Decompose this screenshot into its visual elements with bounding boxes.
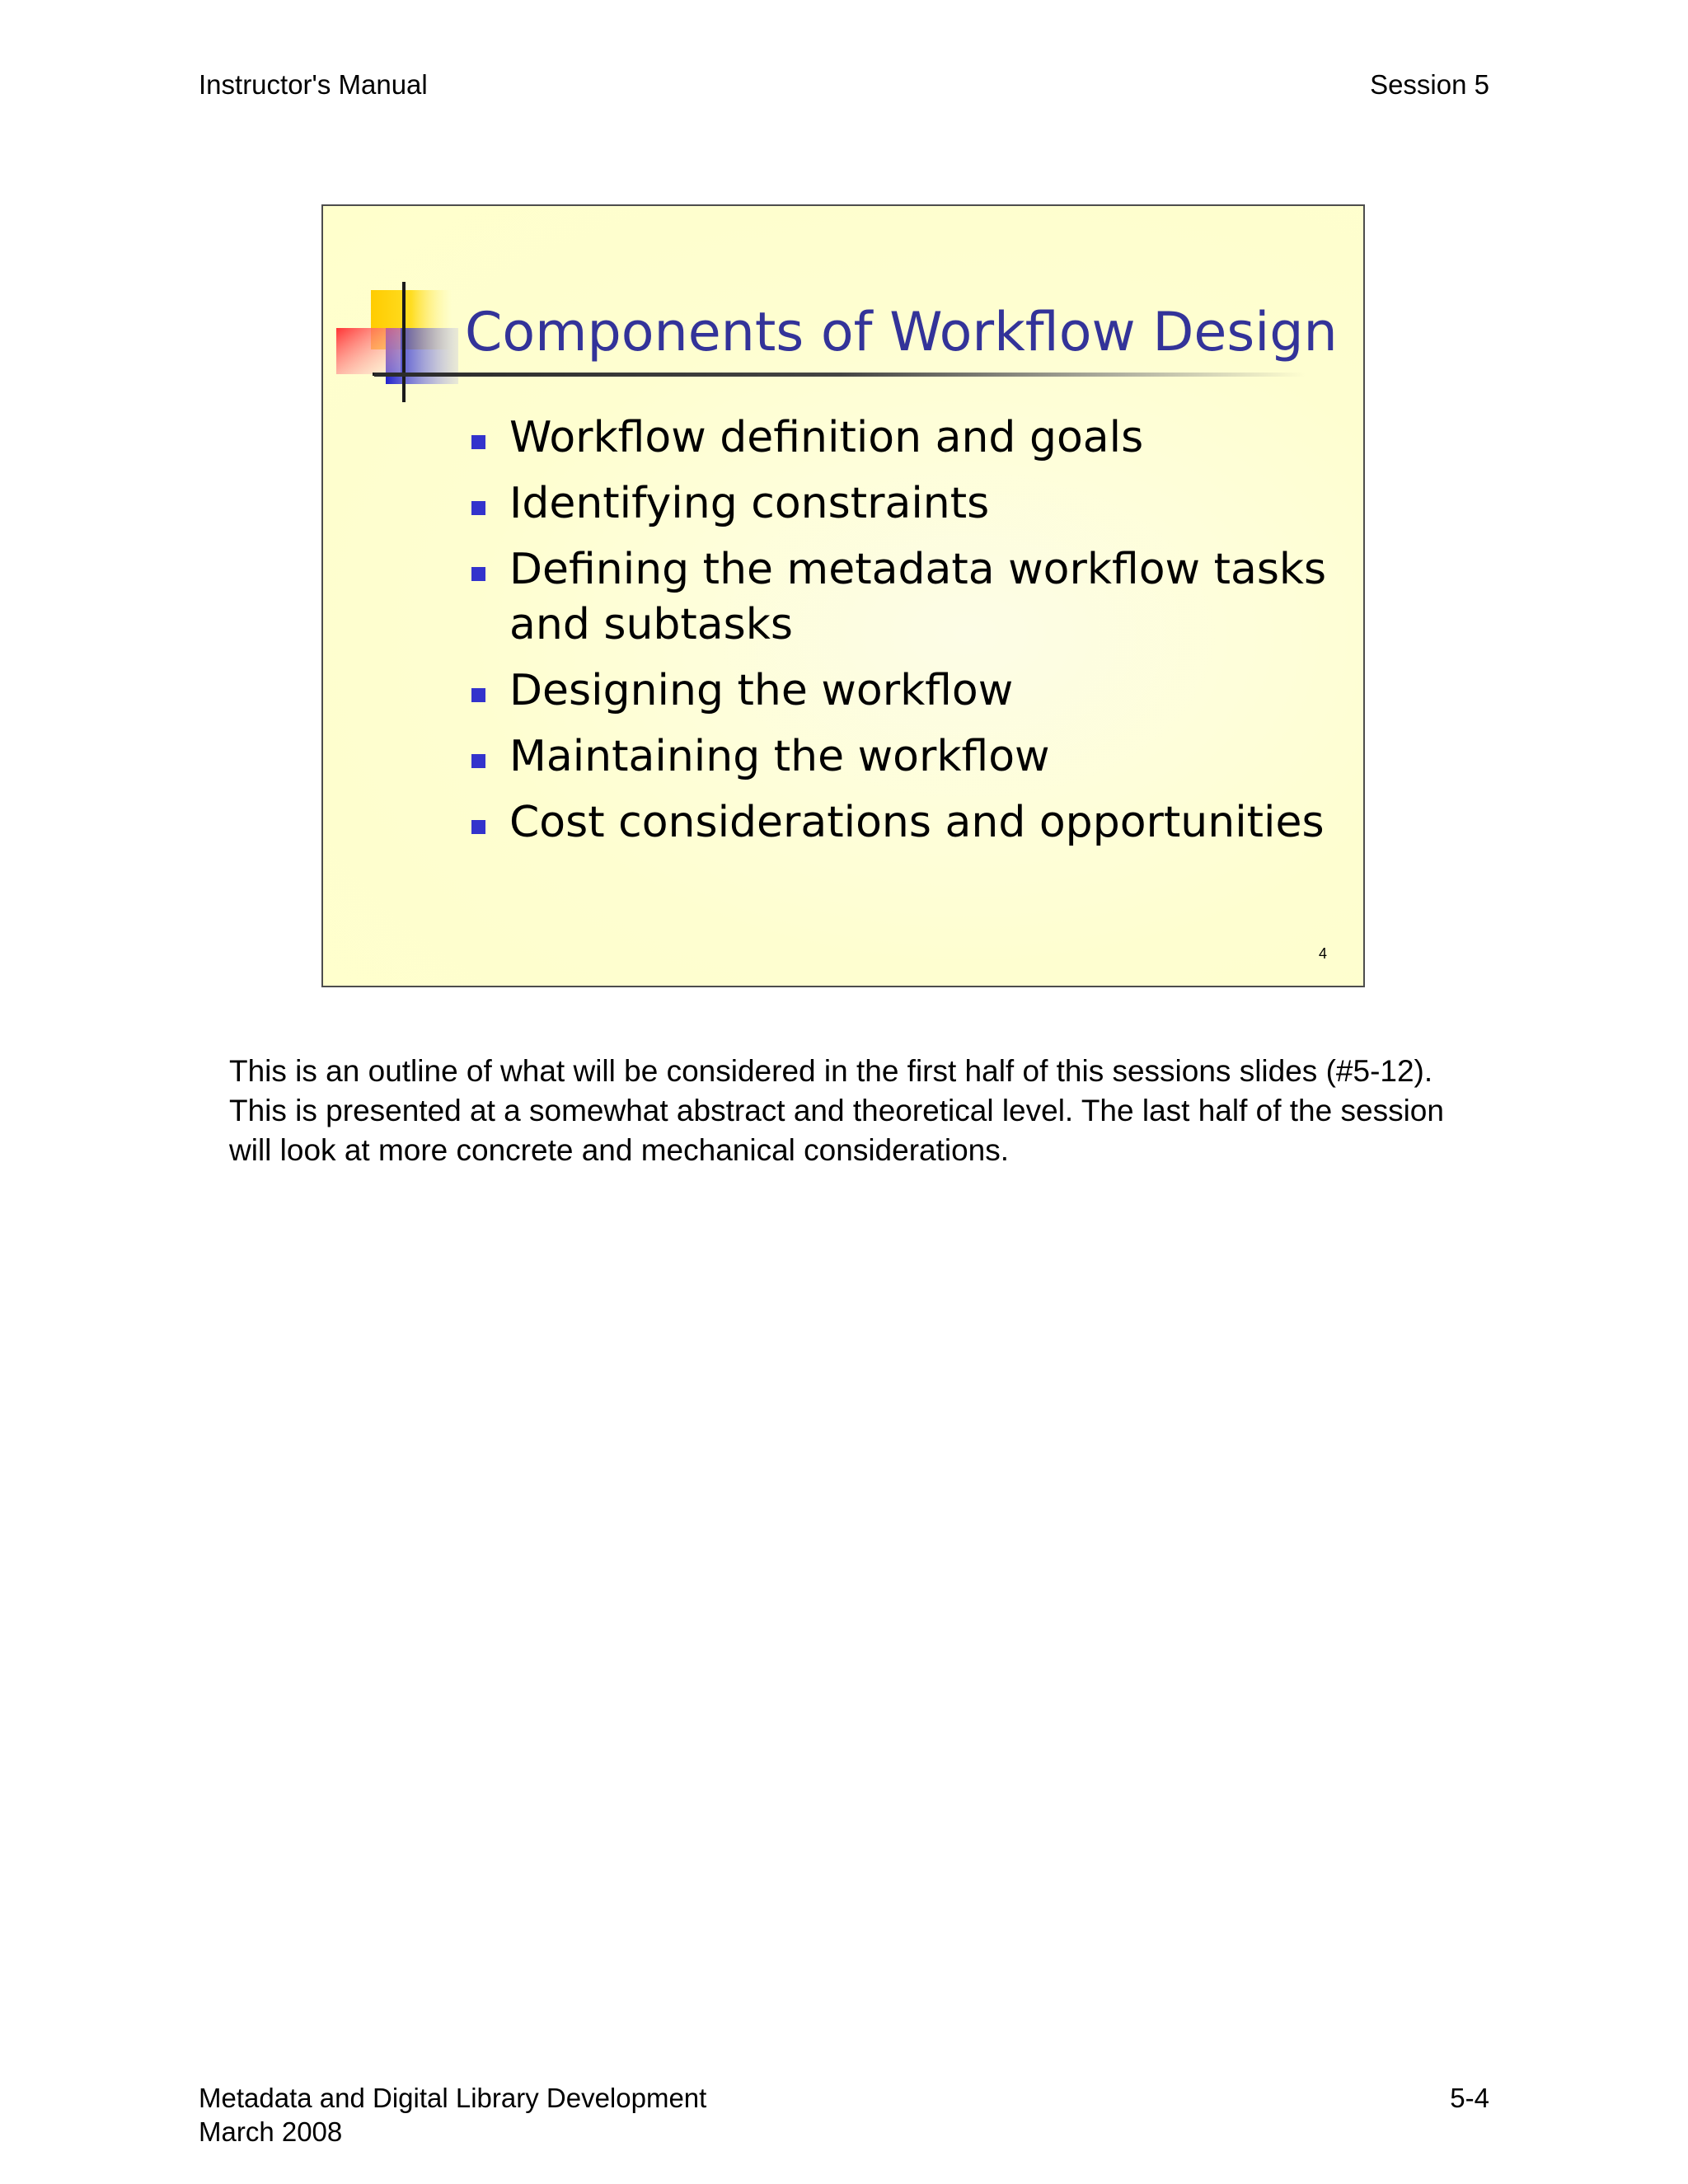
bullet-square-icon — [471, 501, 485, 515]
slide-number: 4 — [1318, 945, 1327, 962]
bullet-square-icon — [471, 820, 485, 834]
header-manual-title: Instructor's Manual — [199, 69, 428, 100]
footer-course-info — [199, 2081, 706, 2149]
bullet-text: Cost considerations and opportunities — [509, 798, 1325, 847]
bullet-item — [471, 663, 1329, 719]
bullet-text: Designing the workflow — [509, 666, 1014, 715]
bullet-square-icon — [471, 435, 485, 449]
bullet-text: Maintaining the workflow — [509, 732, 1050, 781]
bullet-item — [471, 410, 1329, 466]
bullet-square-icon — [471, 754, 485, 768]
title-underline — [374, 373, 1306, 377]
bullet-text: Workflow definition and goals — [509, 413, 1144, 462]
bullet-square-icon — [471, 567, 485, 581]
bullet-item — [471, 542, 1329, 653]
slide-thumbnail — [321, 204, 1365, 987]
bullet-square-icon — [471, 688, 485, 702]
bullet-text: Defining the metadata workflow tasks and subtasks — [509, 545, 1327, 649]
slide-logo-icon — [336, 282, 468, 405]
instructor-notes: This is an outline of what will be considered in the first half of this sessions slides (#5-12). This is presented at a somewhat abstract and theoretical level. The last half of the session will look at more concrete and mechanical considerations. — [229, 1054, 1444, 1167]
bullet-item — [471, 795, 1329, 851]
slide-bullet-list — [471, 410, 1329, 861]
bullet-item — [471, 476, 1329, 532]
slide-title: Components of Workflow Design — [465, 302, 1338, 363]
footer-page-number: 5-4 — [1450, 2083, 1489, 2113]
header-session-label: Session 5 — [1370, 69, 1489, 100]
bullet-text: Identifying constraints — [509, 479, 990, 528]
footer-course-title: Metadata and Digital Library Development — [199, 2083, 707, 2113]
bullet-item — [471, 729, 1329, 785]
footer-date: March 2008 — [199, 2116, 343, 2147]
